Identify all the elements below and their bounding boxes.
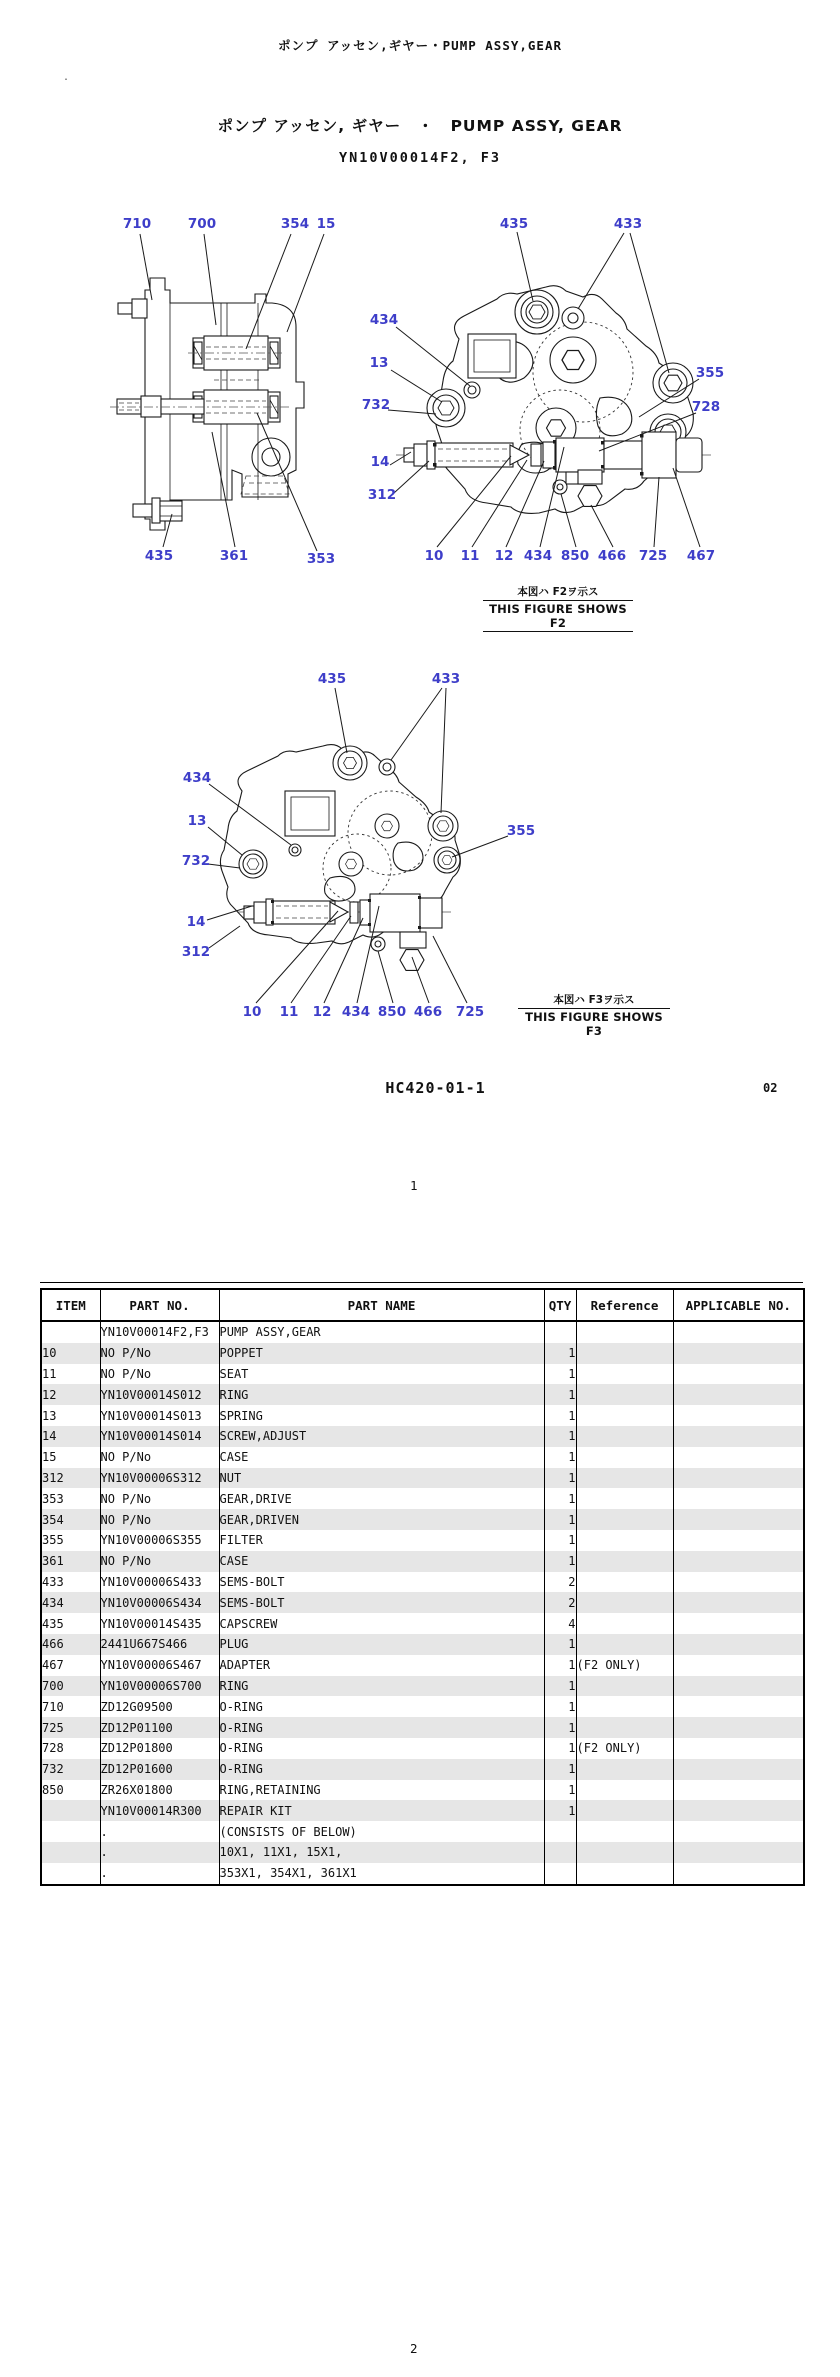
filter-plug-355: [434, 847, 460, 873]
part-callout: 354: [280, 216, 310, 232]
part-callout: 312: [181, 944, 211, 960]
cell-qty: 1: [544, 1780, 576, 1801]
cell-reference: [576, 1780, 673, 1801]
cell-part-name: O-RING: [219, 1738, 544, 1759]
cell-applicable: [673, 1530, 804, 1551]
cell-item: 355: [42, 1533, 64, 1548]
bottom-left-bolt: [133, 498, 182, 523]
cell-qty: 1: [544, 1488, 576, 1509]
part-callout: 467: [686, 548, 716, 564]
cell-applicable: [673, 1738, 804, 1759]
cell-applicable: [673, 1863, 804, 1885]
caption-jp: 本図ハ F3ヲ示ス: [518, 992, 670, 1009]
cell-item: [41, 1321, 100, 1343]
column-header: ITEM: [41, 1289, 100, 1321]
cell-part-name: SEMS-BOLT: [219, 1592, 544, 1613]
part-callout: 466: [413, 1004, 443, 1020]
cell-applicable: [673, 1384, 804, 1405]
table-row: [41, 1572, 804, 1593]
table-row: [41, 1405, 804, 1426]
part-callout: 435: [144, 548, 174, 564]
cell-reference: [576, 1572, 673, 1593]
cell-part-no: YN10V00014R300: [100, 1800, 219, 1821]
cell-reference: [576, 1592, 673, 1613]
cell-qty: 1: [544, 1343, 576, 1364]
left-hex-bolt: [427, 389, 465, 427]
table-row: [41, 1343, 804, 1364]
table-row: [41, 1384, 804, 1405]
table-row: [41, 1426, 804, 1447]
cell-item: 353: [42, 1491, 64, 1506]
table-row: [41, 1634, 804, 1655]
cell-qty: [544, 1821, 576, 1842]
table-row: [41, 1780, 804, 1801]
table-row: [41, 1468, 804, 1489]
cell-qty: 1: [544, 1676, 576, 1697]
cell-reference: [576, 1468, 673, 1489]
part-callout: 14: [370, 454, 390, 470]
cell-part-name: RING: [219, 1676, 544, 1697]
cell-qty: 2: [544, 1592, 576, 1613]
column-header: PART NAME: [219, 1289, 544, 1321]
cell-part-name: CASE: [219, 1551, 544, 1572]
cell-item: 700: [42, 1678, 64, 1693]
cell-item: 14: [42, 1429, 57, 1444]
cell-part-name: REPAIR KIT: [219, 1800, 544, 1821]
bolt-hole-433-top: [562, 307, 584, 329]
table-row: [41, 1551, 804, 1572]
cell-reference: [576, 1717, 673, 1738]
table-row: [41, 1696, 804, 1717]
part-callout: 10: [242, 1004, 262, 1020]
part-callout: 355: [506, 823, 536, 839]
column-header: APPLICABLE NO.: [673, 1289, 804, 1321]
cell-part-no: .: [100, 1863, 219, 1885]
cell-part-name: O-RING: [219, 1717, 544, 1738]
cell-qty: 1: [544, 1717, 576, 1738]
cell-applicable: [673, 1676, 804, 1697]
capscrew-435: [333, 746, 367, 780]
port-boss: [285, 791, 335, 836]
table-row: [41, 1509, 804, 1530]
cell-part-name: (CONSISTS OF BELOW): [219, 1821, 544, 1842]
part-callout: 435: [499, 216, 529, 232]
cell-part-no: YN10V00006S434: [100, 1592, 219, 1613]
table-row: [41, 1530, 804, 1551]
part-callout: 15: [316, 216, 336, 232]
cell-reference: [576, 1426, 673, 1447]
cell-part-name: 10X1, 11X1, 15X1,: [219, 1842, 544, 1863]
cell-reference: (F2 ONLY): [576, 1655, 673, 1676]
top-left-bolt: [118, 299, 147, 318]
cell-item: 435: [42, 1616, 64, 1631]
cell-part-no: YN10V00006S355: [100, 1530, 219, 1551]
cell-part-name: RING: [219, 1384, 544, 1405]
figure-f3-view: [180, 655, 580, 1025]
cell-applicable: [673, 1821, 804, 1842]
part-callout: 433: [613, 216, 643, 232]
cell-item: [41, 1842, 100, 1863]
cell-item: 12: [42, 1387, 57, 1402]
cell-part-name: SPRING: [219, 1405, 544, 1426]
cell-reference: [576, 1530, 673, 1551]
sems-bolt-434-hole: [464, 382, 480, 398]
table-row: [41, 1676, 804, 1697]
cell-reference: [576, 1613, 673, 1634]
part-callout: 728: [691, 399, 721, 415]
table-row: [41, 1613, 804, 1634]
cell-item: 312: [42, 1470, 64, 1485]
cell-item: 15: [42, 1450, 57, 1465]
cell-item: 732: [42, 1762, 64, 1777]
cell-reference: [576, 1364, 673, 1385]
cell-applicable: [673, 1468, 804, 1489]
cell-part-name: FILTER: [219, 1530, 544, 1551]
cell-item: 467: [42, 1658, 64, 1673]
cell-applicable: [673, 1405, 804, 1426]
cell-applicable: [673, 1364, 804, 1385]
part-callout: 13: [369, 355, 389, 371]
cell-applicable: [673, 1572, 804, 1593]
part-callout: 433: [431, 671, 461, 687]
cell-item: 354: [42, 1512, 64, 1527]
cell-qty: 1: [544, 1447, 576, 1468]
revision-number: 02: [763, 1081, 778, 1095]
cell-part-no: YN10V00014S014: [100, 1426, 219, 1447]
cell-applicable: [673, 1842, 804, 1863]
table-row: [41, 1447, 804, 1468]
cell-applicable: [673, 1696, 804, 1717]
cell-item: 10: [42, 1346, 57, 1361]
cell-qty: 1: [544, 1634, 576, 1655]
part-callout: 11: [460, 548, 480, 564]
table-row: [41, 1321, 804, 1343]
table-row: [41, 1488, 804, 1509]
cell-part-no: YN10V00014F2,F3: [100, 1321, 219, 1343]
page-header-line: ポンプ アッセン,ギヤー・PUMP ASSY,GEAR: [277, 38, 563, 53]
cell-applicable: [673, 1447, 804, 1468]
cell-applicable: [673, 1509, 804, 1530]
cell-item: [41, 1800, 100, 1821]
cell-item: [41, 1863, 100, 1885]
sems-bolt-433: [653, 363, 693, 403]
part-callout: 13: [187, 813, 207, 829]
part-callout: 12: [312, 1004, 332, 1020]
cell-part-name: NUT: [219, 1468, 544, 1489]
part-callout: 850: [560, 548, 590, 564]
cell-part-name: GEAR,DRIVEN: [219, 1509, 544, 1530]
cell-applicable: [673, 1321, 804, 1343]
cell-item: [41, 1821, 100, 1842]
cell-reference: (F2 ONLY): [576, 1738, 673, 1759]
part-callout: 725: [638, 548, 668, 564]
part-callout: 732: [181, 853, 211, 869]
cell-part-no: ZD12P01600: [100, 1759, 219, 1780]
column-header: PART NO.: [100, 1289, 219, 1321]
part-callout: 434: [341, 1004, 371, 1020]
cell-part-name: 353X1, 354X1, 361X1: [219, 1863, 544, 1885]
part-callout: 361: [219, 548, 249, 564]
cell-item: 361: [42, 1554, 64, 1569]
cell-item: 433: [42, 1574, 64, 1589]
cell-part-name: O-RING: [219, 1696, 544, 1717]
cell-part-name: ADAPTER: [219, 1655, 544, 1676]
cell-applicable: [673, 1800, 804, 1821]
cell-part-no: ZR26X01800: [100, 1780, 219, 1801]
cell-item: 11: [42, 1366, 57, 1381]
cell-reference: [576, 1863, 673, 1885]
table-row: [41, 1655, 804, 1676]
cell-item: 434: [42, 1595, 64, 1610]
cell-reference: [576, 1551, 673, 1572]
cell-qty: 1: [544, 1696, 576, 1717]
cell-reference: [576, 1447, 673, 1468]
cell-part-name: O-RING: [219, 1759, 544, 1780]
caption-jp: 本図ハ F2ヲ示ス: [483, 584, 633, 601]
part-callout: 700: [187, 216, 217, 232]
part-callout: 355: [695, 365, 725, 381]
caption-en: THIS FIGURE SHOWS F3: [525, 1010, 663, 1038]
part-callout: 725: [455, 1004, 485, 1020]
cell-qty: 1: [544, 1405, 576, 1426]
cell-part-name: GEAR,DRIVE: [219, 1488, 544, 1509]
cell-qty: 1: [544, 1738, 576, 1759]
cell-part-no: NO P/No: [100, 1343, 219, 1364]
cell-part-no: YN10V00006S467: [100, 1655, 219, 1676]
table-row: [41, 1592, 804, 1613]
cell-part-no: YN10V00014S435: [100, 1613, 219, 1634]
part-callout: 312: [367, 487, 397, 503]
cell-applicable: [673, 1780, 804, 1801]
bolt-hole-433-top: [379, 759, 395, 775]
cell-applicable: [673, 1426, 804, 1447]
cell-part-name: CASE: [219, 1447, 544, 1468]
cell-applicable: [673, 1488, 804, 1509]
column-header: QTY: [544, 1289, 576, 1321]
cell-qty: 1: [544, 1551, 576, 1572]
cell-part-no: .: [100, 1842, 219, 1863]
cell-part-no: YN10V00006S433: [100, 1572, 219, 1593]
cell-qty: 1: [544, 1509, 576, 1530]
table-header-row: [41, 1289, 804, 1321]
part-callout: 710: [122, 216, 152, 232]
sems-bolt-434-hole: [289, 844, 301, 856]
figure-f3-caption: [518, 992, 670, 1038]
table-row: [41, 1738, 804, 1759]
cell-item: 13: [42, 1408, 57, 1423]
figure-page-number: 1: [410, 1178, 418, 1193]
cell-item: 710: [42, 1699, 64, 1714]
part-callout: 466: [597, 548, 627, 564]
cell-applicable: [673, 1551, 804, 1572]
cell-part-no: NO P/No: [100, 1509, 219, 1530]
part-callout: 11: [279, 1004, 299, 1020]
cell-part-name: SEMS-BOLT: [219, 1572, 544, 1593]
document-code: HC420-01-1: [385, 1079, 486, 1097]
cell-reference: [576, 1842, 673, 1863]
cell-reference: [576, 1488, 673, 1509]
table-row: [41, 1717, 804, 1738]
cell-reference: [576, 1800, 673, 1821]
cell-qty: [544, 1842, 576, 1863]
cell-reference: [576, 1321, 673, 1343]
print-artifact-dot: .: [63, 72, 70, 83]
cell-applicable: [673, 1655, 804, 1676]
part-callout: 353: [306, 551, 336, 567]
cell-applicable: [673, 1613, 804, 1634]
cell-part-no: YN10V00014S012: [100, 1384, 219, 1405]
cell-part-no: NO P/No: [100, 1488, 219, 1509]
figure-side-section: [60, 180, 340, 600]
part-callout: 434: [182, 770, 212, 786]
cell-part-name: RING,RETAINING: [219, 1780, 544, 1801]
cell-item: 850: [42, 1782, 64, 1797]
caption-en: THIS FIGURE SHOWS F2: [483, 601, 633, 632]
cell-applicable: [673, 1759, 804, 1780]
cell-applicable: [673, 1343, 804, 1364]
page-title: ポンプ アッセン, ギヤー ・ PUMP ASSY, GEAR: [217, 117, 623, 135]
parts-table: [40, 1288, 805, 1886]
cell-part-name: CAPSCREW: [219, 1613, 544, 1634]
cell-part-name: POPPET: [219, 1343, 544, 1364]
cell-qty: 1: [544, 1655, 576, 1676]
cell-reference: [576, 1759, 673, 1780]
left-hex-bolt: [239, 850, 267, 878]
cell-qty: [544, 1321, 576, 1343]
table-row: [41, 1842, 804, 1863]
figure-f2-caption: [483, 584, 633, 632]
column-header: Reference: [576, 1289, 673, 1321]
cell-part-no: NO P/No: [100, 1447, 219, 1468]
cell-part-name: PUMP ASSY,GEAR: [219, 1321, 544, 1343]
part-callout: 435: [317, 671, 347, 687]
cell-part-no: YN10V00006S700: [100, 1676, 219, 1697]
cell-qty: 1: [544, 1759, 576, 1780]
figure-f2-view: [367, 205, 720, 625]
cell-reference: [576, 1634, 673, 1655]
cell-qty: 1: [544, 1426, 576, 1447]
retaining-ring-850: [371, 937, 385, 951]
cell-item: 725: [42, 1720, 64, 1735]
cell-qty: 1: [544, 1384, 576, 1405]
cell-part-name: SCREW,ADJUST: [219, 1426, 544, 1447]
cell-reference: [576, 1696, 673, 1717]
cell-reference: [576, 1509, 673, 1530]
cell-part-no: .: [100, 1821, 219, 1842]
part-callout: 732: [361, 397, 391, 413]
table-top-rule: [40, 1282, 803, 1283]
cell-qty: 1: [544, 1530, 576, 1551]
plug-nut-466: [400, 932, 426, 970]
cell-qty: 1: [544, 1800, 576, 1821]
cell-reference: [576, 1821, 673, 1842]
cell-applicable: [673, 1592, 804, 1613]
cell-qty: 1: [544, 1364, 576, 1385]
part-callout: 850: [377, 1004, 407, 1020]
cell-reference: [576, 1384, 673, 1405]
driven-gear-section: [188, 336, 285, 370]
table-row: [41, 1759, 804, 1780]
capscrew-435: [515, 290, 559, 334]
cell-reference: [576, 1676, 673, 1697]
part-callout: 434: [369, 312, 399, 328]
cell-part-name: SEAT: [219, 1364, 544, 1385]
cell-part-no: ZD12P01100: [100, 1717, 219, 1738]
cell-part-no: 2441U667S466: [100, 1634, 219, 1655]
cell-item: 466: [42, 1637, 64, 1652]
cell-qty: 1: [544, 1468, 576, 1489]
cell-applicable: [673, 1717, 804, 1738]
table-row: [41, 1863, 804, 1885]
table-row: [41, 1364, 804, 1385]
part-callout: 14: [186, 914, 206, 930]
part-callout: 12: [494, 548, 514, 564]
sems-bolt-433: [428, 811, 458, 841]
cell-applicable: [673, 1634, 804, 1655]
cell-part-no: NO P/No: [100, 1364, 219, 1385]
cell-qty: [544, 1863, 576, 1885]
cell-part-no: ZD12P01800: [100, 1738, 219, 1759]
cell-part-no: ZD12G09500: [100, 1696, 219, 1717]
cell-reference: [576, 1343, 673, 1364]
part-callout: 10: [424, 548, 444, 564]
cell-reference: [576, 1405, 673, 1426]
cell-part-no: NO P/No: [100, 1551, 219, 1572]
table-row: [41, 1821, 804, 1842]
model-code: YN10V00014F2, F3: [338, 150, 502, 166]
table-row: [41, 1800, 804, 1821]
cell-item: 728: [42, 1741, 64, 1756]
cell-qty: 4: [544, 1613, 576, 1634]
part-callout: 434: [523, 548, 553, 564]
port-boss: [468, 334, 516, 378]
cell-part-name: PLUG: [219, 1634, 544, 1655]
cell-part-no: YN10V00014S013: [100, 1405, 219, 1426]
table-page-number: 2: [410, 2341, 418, 2356]
cell-qty: 2: [544, 1572, 576, 1593]
cell-part-no: YN10V00006S312: [100, 1468, 219, 1489]
